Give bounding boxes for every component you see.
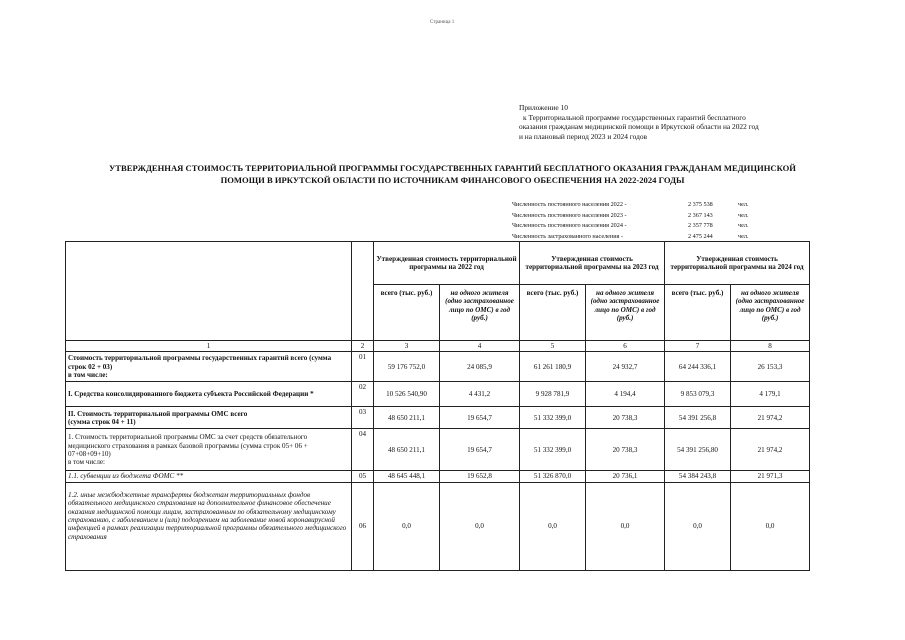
header-2022: Утвержденная стоимость территориальной программы на 2022 год (374, 242, 520, 285)
appendix-line: и на плановый период 2023 и 2024 годов (519, 131, 648, 141)
population-value: 2 357 778 (688, 222, 713, 229)
cell-value: 19 654,7 (440, 407, 520, 429)
cell-value: 0,0 (440, 482, 520, 570)
population-value: 2 375 538 (688, 201, 713, 208)
row-name (66, 429, 352, 471)
cell-value: 9 928 781,9 (520, 382, 586, 407)
column-number: 6 (586, 341, 665, 352)
cell-value: 4 431,2 (440, 382, 520, 407)
title-line: ПОМОЩИ В ИРКУТСКОЙ ОБЛАСТИ ПО ИСТОЧНИКАМ ФИНАНСОВОГО ОБЕСПЕЧЕНИЯ НА 2022-2024 ГОДЫ (220, 175, 685, 185)
cell-value: 54 384 243,8 (665, 471, 731, 482)
row-code: 03 (352, 407, 374, 429)
column-number: 7 (665, 341, 731, 352)
appendix-note (519, 103, 819, 141)
cell-value: 10 526 540,90 (374, 382, 440, 407)
cell-value: 21 971,3 (731, 471, 810, 482)
table-row (66, 352, 810, 382)
cost-table (65, 241, 810, 571)
cell-value: 24 932,7 (586, 352, 665, 382)
cell-value: 61 261 180,9 (520, 352, 586, 382)
subheader-total: всего (тыс. руб.) (374, 285, 440, 341)
population-label: Численность постоянного населения 2022 - (512, 201, 627, 208)
header-row (66, 242, 810, 285)
cell-value: 4 194,4 (586, 382, 665, 407)
cell-value: 48 650 211,1 (374, 407, 440, 429)
cell-value: 0,0 (586, 482, 665, 570)
column-number: 2 (352, 341, 374, 352)
row-name-sub: в том числе: (68, 371, 108, 380)
population-unit: чел. (738, 201, 749, 208)
cell-value: 0,0 (374, 482, 440, 570)
appendix-line: Приложение 10 (519, 103, 568, 112)
cell-value: 59 176 752,0 (374, 352, 440, 382)
cell-value: 21 974,2 (731, 407, 810, 429)
cell-value: 51 332 399,0 (520, 429, 586, 471)
row-code: 05 (352, 471, 374, 482)
subheader-per-person: на одного жителя (одно застрахованное лицо по ОМС) в год (руб.) (731, 285, 810, 341)
subheader-total: всего (тыс. руб.) (520, 285, 586, 341)
header-2024: Утвержденная стоимость территориальной программы на 2024 год (665, 242, 810, 285)
page-label: Страница 1 (430, 20, 455, 25)
row-name-text: 1. Стоимость территориальной программы ОМС за счет средств обязательного медицинского страхования в рамках базовой программы (сумма строк 05+ 06 + 07+08+09+10) (68, 433, 308, 458)
row-name (66, 407, 352, 429)
row-name-sub: (сумма строк 04 + 11) (68, 417, 136, 426)
table-row (66, 471, 810, 482)
appendix-line: к Территориальной программе государственных гарантий бесплатного (523, 112, 746, 122)
population-unit: чел. (738, 232, 749, 240)
document-title (40, 162, 865, 186)
table-row (66, 382, 810, 407)
column-number: 1 (66, 341, 352, 352)
population-unit: чел. (738, 222, 749, 229)
table-row (66, 407, 810, 429)
column-number: 8 (731, 341, 810, 352)
cell-value: 48 645 448,1 (374, 471, 440, 482)
cell-value: 20 738,3 (586, 429, 665, 471)
population-value: 2 367 143 (688, 211, 713, 219)
header-empty (66, 242, 352, 341)
cell-value: 0,0 (520, 482, 586, 570)
cell-value: 0,0 (731, 482, 810, 570)
cell-value: 54 391 256,80 (665, 429, 731, 471)
row-name (66, 352, 352, 382)
population-row (512, 211, 749, 222)
row-name: 1.2. иные межбюджетные трансферты бюджетам территориальных фондов обязательного медицинского страхования на дополнительное финансовое обеспечение оказания медицинской помощи лицам, застрахованным по обязательному медицинскому страхованию, с заболеванием и (или) подозрением на заболевание новой коронавирусной инфекцией в рамках реализации территориальной программы обязательного медицинского страхования (66, 482, 352, 570)
subheader-per-person: на одного жителя (одно застрахованное лицо по ОМС) в год (руб.) (586, 285, 665, 341)
cell-value: 4 179,1 (731, 382, 810, 407)
population-value: 2 475 244 (688, 232, 713, 240)
row-name: 1.1. субвенции из бюджета ФОМС ** (66, 471, 352, 482)
population-unit: чел. (738, 211, 749, 219)
column-number: 5 (520, 341, 586, 352)
row-code: 04 (352, 429, 374, 471)
row-name: I. Средства консолидированного бюджета субъекта Российской Федерации * (66, 382, 352, 407)
header-2023: Утвержденная стоимость территориальной программы на 2023 год (520, 242, 665, 285)
cell-value: 64 244 336,1 (665, 352, 731, 382)
cell-value: 51 332 399,0 (520, 407, 586, 429)
population-label: Численность застрахованного населения - (512, 232, 623, 240)
population-label: Численность постоянного населения 2023 - (512, 211, 627, 219)
cell-value: 20 738,3 (586, 407, 665, 429)
cell-value: 51 326 870,0 (520, 471, 586, 482)
cell-value: 19 654,7 (440, 429, 520, 471)
table-row (66, 482, 810, 570)
population-row (512, 200, 749, 211)
cell-value: 0,0 (665, 482, 731, 570)
cell-value: 26 153,3 (731, 352, 810, 382)
population-row (512, 221, 749, 232)
cell-value: 54 391 256,8 (665, 407, 731, 429)
row-code: 06 (352, 482, 374, 570)
column-number: 3 (374, 341, 440, 352)
header-empty (352, 242, 374, 341)
subheader-per-person: на одного жителя (одно застрахованное лицо по ОМС) в год (руб.) (440, 285, 520, 341)
population-label: Численность постоянного населения 2024 - (512, 222, 627, 229)
row-name-text: II. Стоимость территориальной программы ОМС всего (68, 409, 248, 418)
row-name-sub: в том числе: (68, 458, 105, 467)
population-block (512, 200, 749, 242)
title-line: УТВЕРЖДЕННАЯ СТОИМОСТЬ ТЕРРИТОРИАЛЬНОЙ ПРОГРАММЫ ГОСУДАРСТВЕННЫХ ГАРАНТИЙ БЕСПЛАТНОГО ОКАЗАНИЯ ГРАЖДАНАМ МЕДИЦИНСКОЙ (109, 163, 796, 173)
row-code: 02 (352, 382, 374, 407)
cell-value: 24 085,9 (440, 352, 520, 382)
cell-value: 20 736,1 (586, 471, 665, 482)
column-number-row (66, 341, 810, 352)
row-name-text: Стоимость территориальной программы государственных гарантий всего (сумма строк 02 + 03) (68, 354, 332, 371)
row-code: 01 (352, 352, 374, 382)
cell-value: 21 974,2 (731, 429, 810, 471)
column-number: 4 (440, 341, 520, 352)
appendix-line: оказания гражданам медицинской помощи в Иркутской области на 2022 год (519, 122, 759, 132)
table-row (66, 429, 810, 471)
cell-value: 19 652,8 (440, 471, 520, 482)
cell-value: 9 853 079,3 (665, 382, 731, 407)
cell-value: 48 650 211,1 (374, 429, 440, 471)
subheader-total: всего (тыс. руб.) (665, 285, 731, 341)
